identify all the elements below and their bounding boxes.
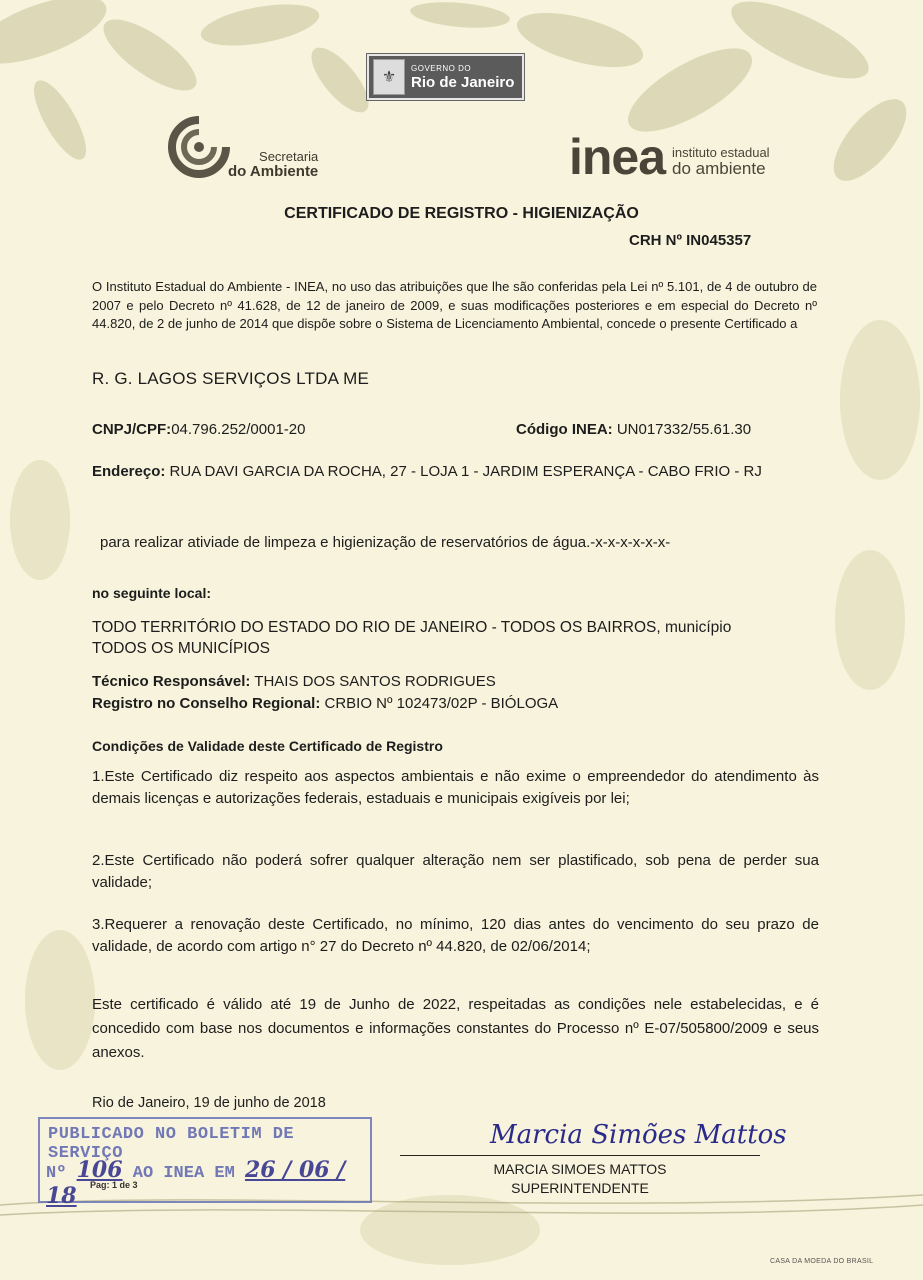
inea-logo: inea (569, 129, 666, 185)
governo-rio-badge (367, 54, 524, 100)
condition-item: 2.Este Certificado não poderá sofrer qualquer alteração nem ser plastificado, sob pena de perder sua validade; (92, 852, 819, 891)
coat-of-arms-icon: ⚜ (373, 59, 405, 95)
stamp-line1: PUBLICADO NO BOLETIM DE SERVIÇO (48, 1125, 295, 1163)
activity-text: para realizar ativiade de limpeza e higienização de reservatórios de água.-x-x-x-x-x-x- (100, 534, 671, 551)
publication-stamp (38, 1117, 372, 1209)
casa-da-moeda-mark: CASA DA MOEDA DO BRASIL (770, 1258, 874, 1265)
validity-paragraph: Este certificado é válido até 19 de Junho de 2022, respeitadas as condições nele estabelecidas, e é concedido com base nos documentos e informações constantes do Processo nº E-07/505800/2009 e seus anexos. (92, 996, 819, 1061)
signature-line (400, 1155, 760, 1156)
page-label: Pag: 1 de 3 (90, 1180, 138, 1190)
signer-name: MARCIA SIMOES MATTOS (493, 1161, 667, 1177)
tecnico-field: Técnico Responsável: THAIS DOS SANTOS RODRIGUES (92, 673, 496, 690)
conditions-title: Condições de Validade deste Certificado de Registro (92, 738, 443, 754)
condition-item: 3.Requerer a renovação deste Certificado, no mínimo, 120 dias antes do vencimento do seu prazo de validade, de acordo com artigo n° 27 do Decreto nº 44.820, de 02/06/2014; (92, 916, 819, 955)
stamp-date: 26 / 06 / 18 (46, 1157, 346, 1209)
secretaria-label: Secretaria do Ambiente (228, 149, 319, 180)
company-name: R. G. LAGOS SERVIÇOS LTDA ME (92, 369, 370, 388)
signer-block (400, 1160, 760, 1198)
secretaria-spiral-icon (168, 116, 230, 178)
signer-role: SUPERINTENDENTE (511, 1180, 649, 1196)
registro-field: Registro no Conselho Regional: CRBIO Nº 102473/02P - BIÓLOGA (92, 695, 559, 712)
gov-badge-small: GOVERNO DO (411, 63, 472, 73)
codigo-inea-field: Código INEA: UN017332/55.61.30 (516, 421, 752, 438)
gov-badge-big: Rio de Janeiro (411, 73, 515, 91)
intro-paragraph: O Instituto Estadual do Ambiente - INEA, no uso das atribuições que lhe são conferidas pela Lei nº 5.101, de 4 de outubro de 2007 e pelo Decreto nº 41.628, de 12 de janeiro de 2009, e suas modificações posteriores e em especial do Decreto nº 44.820, de 2 de junho de 2014 que dispõe sobre o Sistema de Licenciamento Ambiental, concede o presente Certificado a (92, 279, 817, 331)
handwritten-signature: Marcia Simões Mattos (490, 1120, 787, 1150)
local-value: TODO TERRITÓRIO DO ESTADO DO RIO DE JANEIRO - TODOS OS BAIRROS, município TODOS OS MUNICÍPIOS (92, 619, 732, 657)
certificate-title: CERTIFICADO DE REGISTRO - HIGIENIZAÇÃO (284, 205, 639, 222)
local-label: no seguinte local: (92, 585, 212, 601)
place-date: Rio de Janeiro, 19 de junho de 2018 (92, 1095, 326, 1111)
stamp-number: 106 (76, 1157, 123, 1183)
inea-subtitle: instituto estadual do ambiente (672, 145, 770, 178)
condition-item: 1.Este Certificado diz respeito aos aspectos ambientais e não exime o empreendedor do atendimento às demais licenças e autorizações federais, estaduais e municipais exigíveis por lei; (92, 768, 819, 807)
endereco-field: Endereço: RUA DAVI GARCIA DA ROCHA, 27 - LOJA 1 - JARDIM ESPERANÇA - CABO FRIO - RJ (92, 463, 762, 480)
cnpj-field: CNPJ/CPF:04.796.252/0001-20 (92, 421, 306, 438)
stamp-line2: Nº 106 AO INEA EM 26 / 06 / 18 (46, 1157, 346, 1209)
certificate-number: CRH Nº IN045357 (629, 232, 752, 249)
